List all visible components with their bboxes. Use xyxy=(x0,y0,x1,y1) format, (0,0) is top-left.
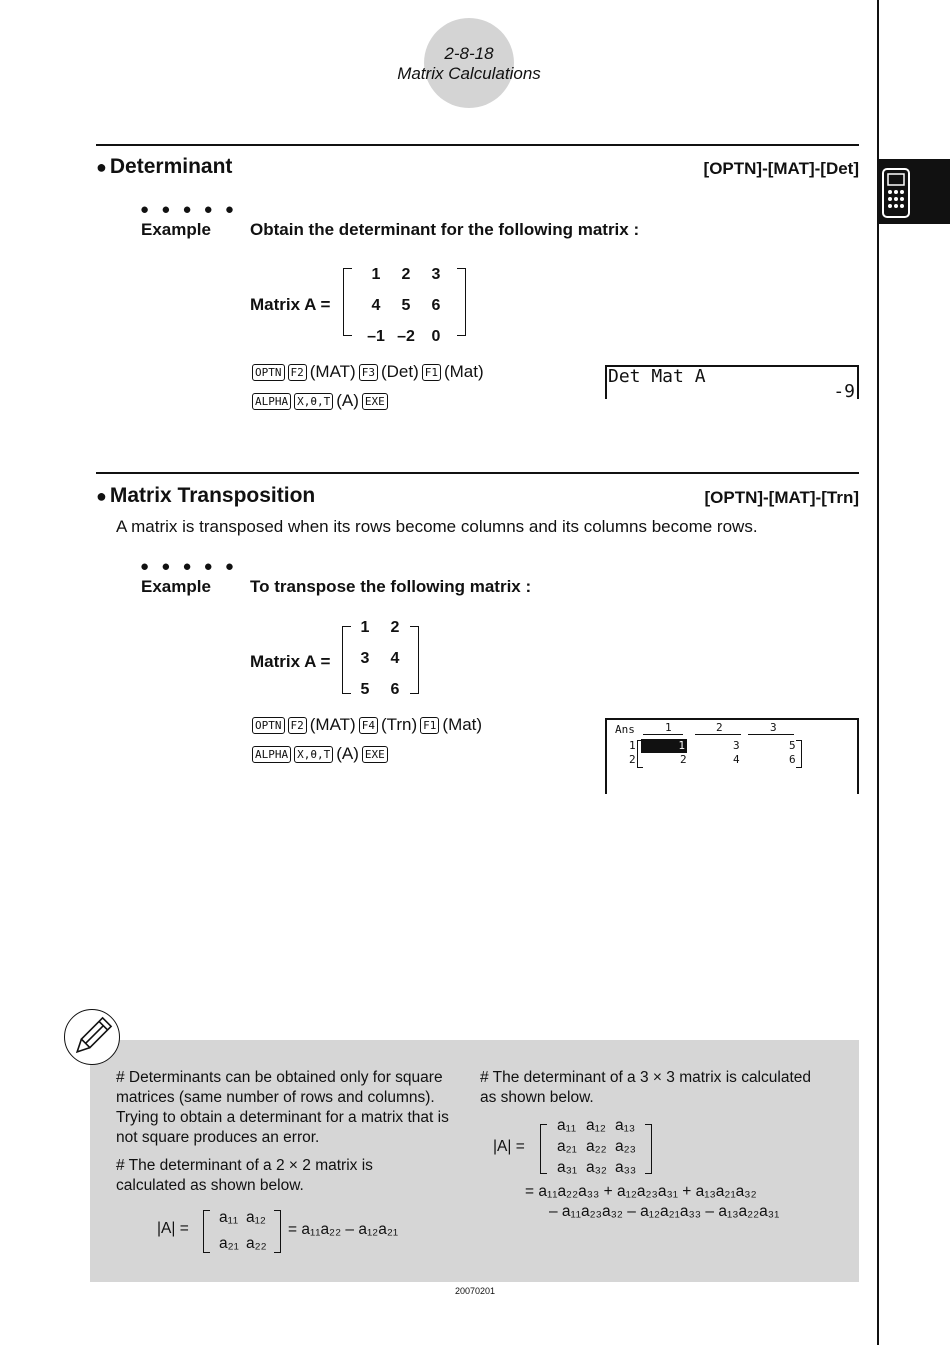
screen-col-header: 2 xyxy=(716,721,723,734)
det-keystrokes-2 xyxy=(252,391,388,411)
note-2x2: # The determinant of a 2 × 2 matrix is calculated as shown below. xyxy=(116,1157,373,1194)
screen-line: Det Mat A xyxy=(608,366,706,387)
screen-row-index: 1 xyxy=(629,739,636,752)
det2-bracket-right xyxy=(274,1210,281,1253)
key-f1: F1 xyxy=(420,717,439,734)
transposition-matrix xyxy=(350,612,410,705)
transposition-description: A matrix is transposed when its rows become columns and its columns become rows. xyxy=(116,517,758,536)
key-f2: F2 xyxy=(288,717,307,734)
matrix-cell: 2 xyxy=(390,618,400,636)
key-exe: EXE xyxy=(362,746,388,763)
calculator-icon xyxy=(881,167,911,219)
screen-cell: 6 xyxy=(789,753,796,766)
footer-code: 20070201 xyxy=(454,1286,496,1296)
screen-col-rule xyxy=(643,734,683,735)
key-optn: OPTN xyxy=(252,364,285,381)
matrix-right-bracket xyxy=(410,626,419,694)
screen-cell: 2 xyxy=(680,753,687,766)
matrix-cell: 2 xyxy=(401,265,411,283)
matrix-cell: 6 xyxy=(390,680,400,698)
screen-col-rule xyxy=(748,734,794,735)
chapter-tab[interactable] xyxy=(879,159,950,224)
page-number: 2-8-18 xyxy=(444,44,494,63)
key-caption: (Mat) xyxy=(442,715,483,734)
screen-ans-label: Ans xyxy=(615,723,635,736)
section-rule xyxy=(96,472,859,474)
det3-bracket-right xyxy=(645,1124,652,1174)
example-label: Example xyxy=(141,220,211,239)
matrix-right-bracket xyxy=(457,268,466,336)
det-keystrokes-1 xyxy=(252,362,484,382)
matrix-cell: 4 xyxy=(371,296,381,314)
det2-cell: a₁₂ xyxy=(246,1209,266,1226)
screen-col-header: 1 xyxy=(665,721,672,734)
screen-cell: 4 xyxy=(733,753,740,766)
transposition-keypath: [OPTN]-[MAT]-[Trn] xyxy=(704,488,859,507)
det3-bracket-left xyxy=(540,1124,547,1174)
det3-cell: a₂₁ xyxy=(557,1138,577,1155)
pencil-icon xyxy=(64,1009,120,1065)
matrix-cell: 3 xyxy=(360,649,370,667)
det2-result: = a₁₁a₂₂ – a₁₂a₂₁ xyxy=(288,1221,399,1238)
key-xthetat: X,θ,T xyxy=(294,746,333,763)
key-optn: OPTN xyxy=(252,717,285,734)
determinant-keypath: [OPTN]-[MAT]-[Det] xyxy=(703,159,859,178)
matrix-cell: 6 xyxy=(431,296,441,314)
det2-cell: a₁₁ xyxy=(219,1209,239,1226)
det3-expansion-2: – a₁₁a₂₃a₃₂ – a₁₂a₂₁a₃₃ – a₁₃a₂₂a₃₁ xyxy=(549,1203,780,1220)
note-square-matrices: # Determinants can be obtained only for square matrices (same number of rows and columns). Trying to obtain a determinant for a matrix that is not square produces an error. xyxy=(116,1069,449,1146)
det3-expansion-1: = a₁₁a₂₂a₃₃ + a₁₂a₂₃a₃₁ + a₁₃a₂₁a₃₂ xyxy=(525,1183,757,1200)
section-rule xyxy=(96,144,859,146)
example-dots: ● ● ● ● ● xyxy=(140,201,238,218)
example-text: To transpose the following matrix : xyxy=(250,577,532,596)
trn-keystrokes-1 xyxy=(252,715,482,735)
det2-cell: a₂₁ xyxy=(219,1235,239,1252)
screen-result: -9 xyxy=(833,381,855,402)
transposition-heading: ● Matrix Transposition xyxy=(96,484,316,507)
det3-cell: a₃₃ xyxy=(615,1159,637,1176)
section-title: Matrix Calculations xyxy=(397,64,541,83)
screen-col-header: 3 xyxy=(770,721,777,734)
matrix-label: Matrix A = xyxy=(250,652,331,671)
key-alpha: ALPHA xyxy=(252,746,291,763)
key-caption: (A) xyxy=(336,391,359,410)
det3-cell: a₁₃ xyxy=(615,1117,636,1134)
det3-label: |A| = xyxy=(493,1138,525,1155)
matrix-cell: 1 xyxy=(360,618,370,636)
matrix-cell: –2 xyxy=(397,327,415,345)
matrix-cell: 5 xyxy=(360,680,370,698)
det2-bracket-left xyxy=(203,1210,210,1253)
key-caption: (Mat) xyxy=(443,362,484,381)
key-exe: EXE xyxy=(362,393,388,410)
key-caption: (A) xyxy=(336,744,359,763)
matrix-cell: 0 xyxy=(431,327,441,345)
det3-cell: a₁₁ xyxy=(557,1117,577,1134)
key-f4: F4 xyxy=(359,717,378,734)
matrix-cell: 5 xyxy=(401,296,411,314)
determinant-heading: ● Determinant xyxy=(96,155,233,178)
example-text: Obtain the determinant for the following matrix : xyxy=(250,220,640,239)
example-label: Example xyxy=(141,577,211,596)
determinant-matrix xyxy=(361,259,451,352)
key-caption: (Trn) xyxy=(380,715,418,734)
det3-cell: a₃₂ xyxy=(586,1159,607,1176)
matrix-label: Matrix A = xyxy=(250,295,331,314)
matrix-cell: 3 xyxy=(431,265,441,283)
screen-cell: 5 xyxy=(789,739,796,752)
note-3x3: # The determinant of a 3 × 3 matrix is calculated as shown below. xyxy=(480,1069,811,1106)
screen-cell: 3 xyxy=(733,739,740,752)
key-caption: (Det) xyxy=(380,362,419,381)
det3-cell: a₂₂ xyxy=(586,1138,607,1155)
matrix-cell: 1 xyxy=(371,265,381,283)
det3-cell: a₂₃ xyxy=(615,1138,636,1155)
det3-cell: a₁₂ xyxy=(586,1117,606,1134)
calculator-screen-trn xyxy=(605,718,859,794)
det2-cell: a₂₂ xyxy=(246,1235,267,1252)
det2-label: |A| = xyxy=(157,1220,189,1237)
key-f3: F3 xyxy=(359,364,378,381)
key-caption: (MAT) xyxy=(309,362,356,381)
key-f1: F1 xyxy=(422,364,441,381)
matrix-cell: –1 xyxy=(367,327,385,345)
matrix-cell: 4 xyxy=(390,649,400,667)
key-alpha: ALPHA xyxy=(252,393,291,410)
det3-cell: a₃₁ xyxy=(557,1159,578,1176)
example-dots: ● ● ● ● ● xyxy=(140,558,238,575)
matrix-left-bracket xyxy=(343,268,352,336)
screen-selected-cell: 1 xyxy=(641,739,687,753)
screen-bracket-right xyxy=(796,740,802,768)
key-caption: (MAT) xyxy=(309,715,356,734)
key-f2: F2 xyxy=(288,364,307,381)
key-xthetat: X,θ,T xyxy=(294,393,333,410)
trn-keystrokes-2 xyxy=(252,744,388,764)
screen-col-rule xyxy=(695,734,741,735)
screen-row-index: 2 xyxy=(629,753,636,766)
